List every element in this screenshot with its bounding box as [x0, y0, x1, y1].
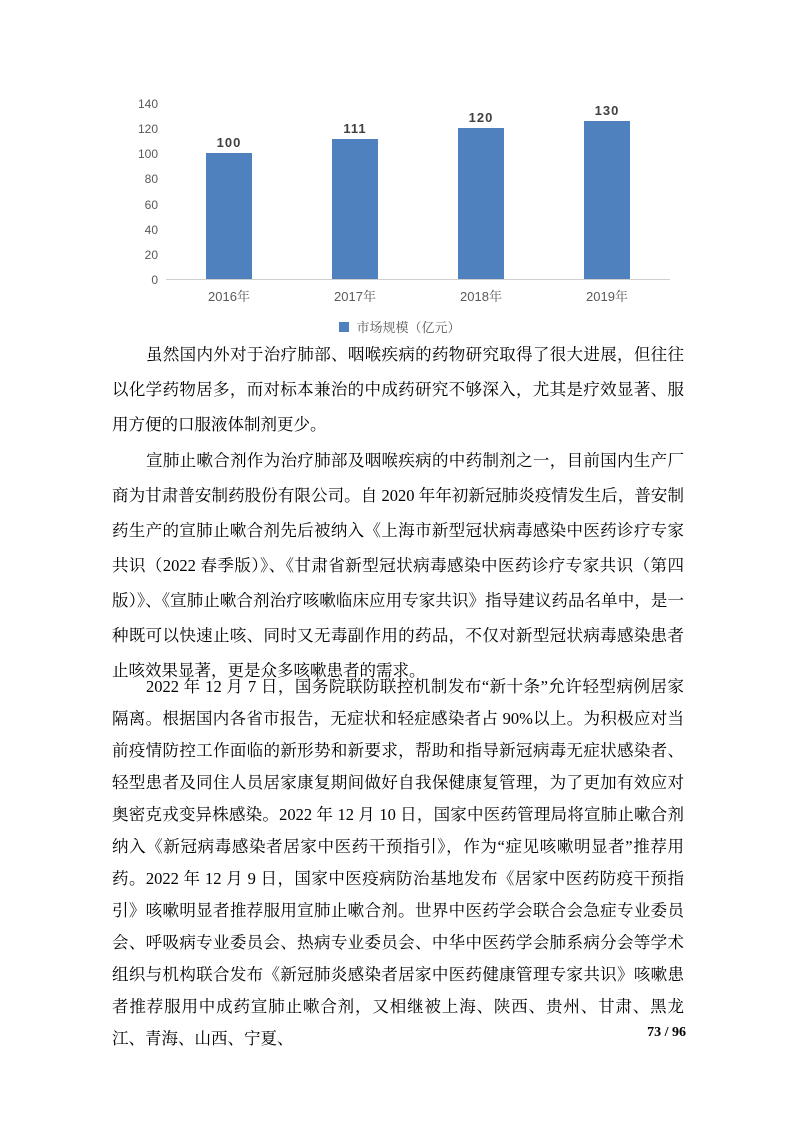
legend-swatch-icon	[339, 322, 349, 332]
chart-y-axis	[130, 97, 166, 287]
chart-plot-wrap	[166, 104, 670, 305]
page-number: 73 / 96	[647, 1025, 686, 1040]
market-size-bar-chart	[130, 97, 670, 336]
y-axis-tick-label: 0	[151, 273, 158, 287]
x-axis-tick-label: 2016年	[208, 289, 250, 304]
bar-2016年	[206, 153, 252, 279]
y-axis-tick-label: 140	[137, 97, 158, 111]
y-axis-tick-label: 60	[144, 197, 158, 212]
chart-x-axis	[166, 280, 670, 305]
y-axis-tick-label: 80	[144, 172, 158, 187]
bar-value-label: 120	[468, 110, 494, 126]
y-axis-tick-label: 20	[144, 247, 158, 262]
y-axis-tick-label: 100	[137, 147, 158, 162]
chart-legend	[130, 317, 670, 336]
bar-slot	[418, 104, 544, 279]
chart-plot-area	[130, 97, 670, 305]
x-axis-tick-label: 2018年	[460, 289, 502, 304]
x-axis-tick-label: 2019年	[586, 289, 628, 304]
x-axis-tick-label: 2017年	[334, 289, 376, 304]
bar-value-label: 111	[343, 121, 367, 137]
bar-2018年	[458, 128, 504, 279]
paragraph-policy-recommendations: 2022 年 12 月 7 日，国务院联防联控机制发布“新十条”允许轻型病例居家隔离。根据国内各省市报告，无症状和轻症感染者占 90%以上。为积极应对当前疫情防控工作面临的新形势和新要求，帮助和指导新冠病毒无症状感染者、轻型患者及同住人员居家康复期间做好自我保健康复管理，为了更加有效应对奥密克戎变异株感染。2022 年 12 月 10 日，国家中医药管理局将宣肺止嗽合剂纳入《新冠病毒感染者居家中医药干预指引》，作为“症见咳嗽明显者”推荐用药。2022 年 12 月 9 日，国家中医疫病防治基地发布《居家中医药防疫干预指引》咳嗽明显者推荐服用宣肺止嗽合剂。世界中医药学会联合会急症专业委员会、呼吸病专业委员会、热病专业委员会、中华中医药学会肺系病分会等学术组织与机构联合发布《新冠肺炎感染者居家中医药健康管理专家共识》咳嗽患者推荐服用中成药宣肺止嗽合剂，又相继被上海、陕西、贵州、甘肃、黑龙江、青海、山西、宁夏、	[112, 677, 684, 1048]
bar-2017年	[332, 139, 378, 279]
chart-plot	[166, 104, 670, 280]
y-axis-tick-label: 120	[137, 122, 158, 137]
bar-slot	[292, 104, 418, 279]
bar-slot	[166, 104, 292, 279]
paragraph-research-status: 虽然国内外对于治疗肺部、咽喉疾病的药物研究取得了很大进展，但往往以化学药物居多，而对标本兼治的中成药研究不够深入，尤其是疗效显著、服用方便的口服液体制剂更少。	[112, 345, 684, 434]
paragraph-product-consensus: 宣肺止嗽合剂作为治疗肺部及咽喉疾病的中药制剂之一，目前国内生产厂商为甘肃普安制药股份有限公司。自 2020 年年初新冠肺炎疫情发生后，普安制药生产的宣肺止嗽合剂先后被纳入《上海市新型冠状病毒感染中医药诊疗专家共识（2022 春季版）》、《甘肃省新型冠状病毒感染中医药诊疗专家共识（第四版）》、《宣肺止嗽合剂治疗咳嗽临床应用专家共识》指导建议药品名单中，是一种既可以快速止咳、同时又无毒副作用的药品，不仅对新型冠状病毒感染患者止咳效果显著，更是众多咳嗽患者的需求。	[112, 451, 684, 680]
legend-label: 市场规模（亿元）	[356, 320, 461, 335]
bar-2019年	[584, 121, 630, 279]
bar-value-label: 130	[594, 103, 620, 118]
y-axis-tick-label: 40	[144, 222, 158, 237]
bar-value-label: 100	[216, 135, 242, 151]
bar-slot	[544, 104, 670, 279]
